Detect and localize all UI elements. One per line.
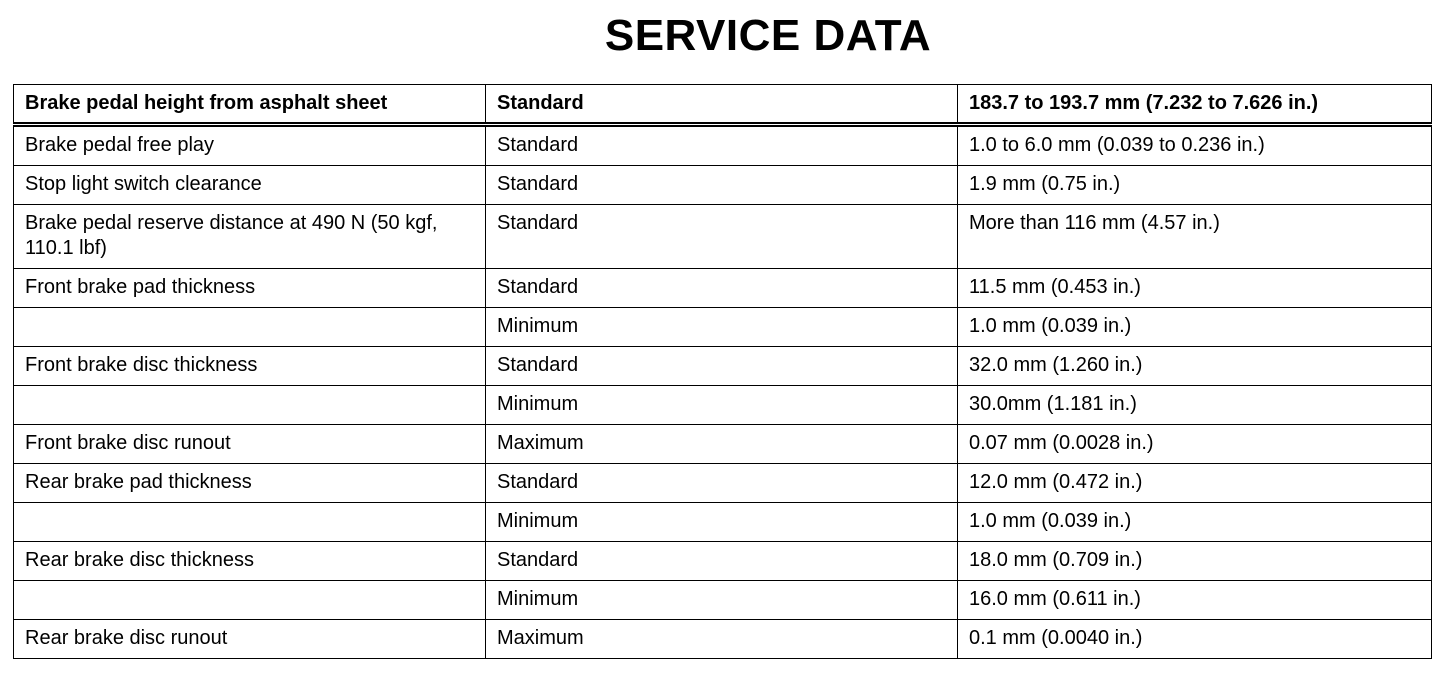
item-cell: Brake pedal free play xyxy=(14,125,486,166)
value-cell: 11.5 mm (0.453 in.) xyxy=(958,269,1432,308)
item-cell: Front brake pad thickness xyxy=(14,269,486,308)
spec-type-cell: Maximum xyxy=(486,620,958,659)
table-row xyxy=(14,581,1432,620)
spec-type-cell: Standard xyxy=(486,125,958,166)
table-header-row xyxy=(14,85,1432,125)
table-row xyxy=(14,503,1432,542)
table-row xyxy=(14,386,1432,425)
value-cell: 18.0 mm (0.709 in.) xyxy=(958,542,1432,581)
spec-type-cell: Minimum xyxy=(486,581,958,620)
value-cell: 1.9 mm (0.75 in.) xyxy=(958,166,1432,205)
value-cell: More than 116 mm (4.57 in.) xyxy=(958,205,1432,269)
table-row xyxy=(14,347,1432,386)
spec-type-cell: Standard xyxy=(486,347,958,386)
header-cell-value: 183.7 to 193.7 mm (7.232 to 7.626 in.) xyxy=(958,85,1432,125)
item-cell xyxy=(14,581,486,620)
value-cell: 0.1 mm (0.0040 in.) xyxy=(958,620,1432,659)
header-cell-spec-type: Standard xyxy=(486,85,958,125)
value-cell: 1.0 to 6.0 mm (0.039 to 0.236 in.) xyxy=(958,125,1432,166)
spec-type-cell: Minimum xyxy=(486,308,958,347)
table-row xyxy=(14,205,1432,269)
item-cell: Rear brake pad thickness xyxy=(14,464,486,503)
page-title: SERVICE DATA xyxy=(604,11,932,60)
value-cell: 30.0mm (1.181 in.) xyxy=(958,386,1432,425)
item-cell: Rear brake disc thickness xyxy=(14,542,486,581)
item-cell: Rear brake disc runout xyxy=(14,620,486,659)
item-cell xyxy=(14,308,486,347)
spec-type-cell: Standard xyxy=(486,166,958,205)
spec-type-cell: Standard xyxy=(486,542,958,581)
spec-type-cell: Standard xyxy=(486,269,958,308)
item-cell: Front brake disc runout xyxy=(14,425,486,464)
item-cell: Front brake disc thickness xyxy=(14,347,486,386)
service-data-table xyxy=(13,84,1432,659)
item-cell: Brake pedal reserve distance at 490 N (50 kgf, 110.1 lbf) xyxy=(14,205,486,269)
value-cell: 12.0 mm (0.472 in.) xyxy=(958,464,1432,503)
table-row xyxy=(14,620,1432,659)
value-cell: 0.07 mm (0.0028 in.) xyxy=(958,425,1432,464)
table-row xyxy=(14,464,1432,503)
value-cell: 1.0 mm (0.039 in.) xyxy=(958,503,1432,542)
spec-type-cell: Standard xyxy=(486,205,958,269)
table-row xyxy=(14,166,1432,205)
value-cell: 32.0 mm (1.260 in.) xyxy=(958,347,1432,386)
spec-type-cell: Minimum xyxy=(486,386,958,425)
table-row xyxy=(14,125,1432,166)
spec-type-cell: Minimum xyxy=(486,503,958,542)
value-cell: 1.0 mm (0.039 in.) xyxy=(958,308,1432,347)
value-cell: 16.0 mm (0.611 in.) xyxy=(958,581,1432,620)
item-cell xyxy=(14,386,486,425)
item-cell: Stop light switch clearance xyxy=(14,166,486,205)
item-cell xyxy=(14,503,486,542)
spec-type-cell: Maximum xyxy=(486,425,958,464)
header-cell-item: Brake pedal height from asphalt sheet xyxy=(14,85,486,125)
spec-type-cell: Standard xyxy=(486,464,958,503)
table-row xyxy=(14,542,1432,581)
table-row xyxy=(14,269,1432,308)
table-row xyxy=(14,425,1432,464)
table-row xyxy=(14,308,1432,347)
